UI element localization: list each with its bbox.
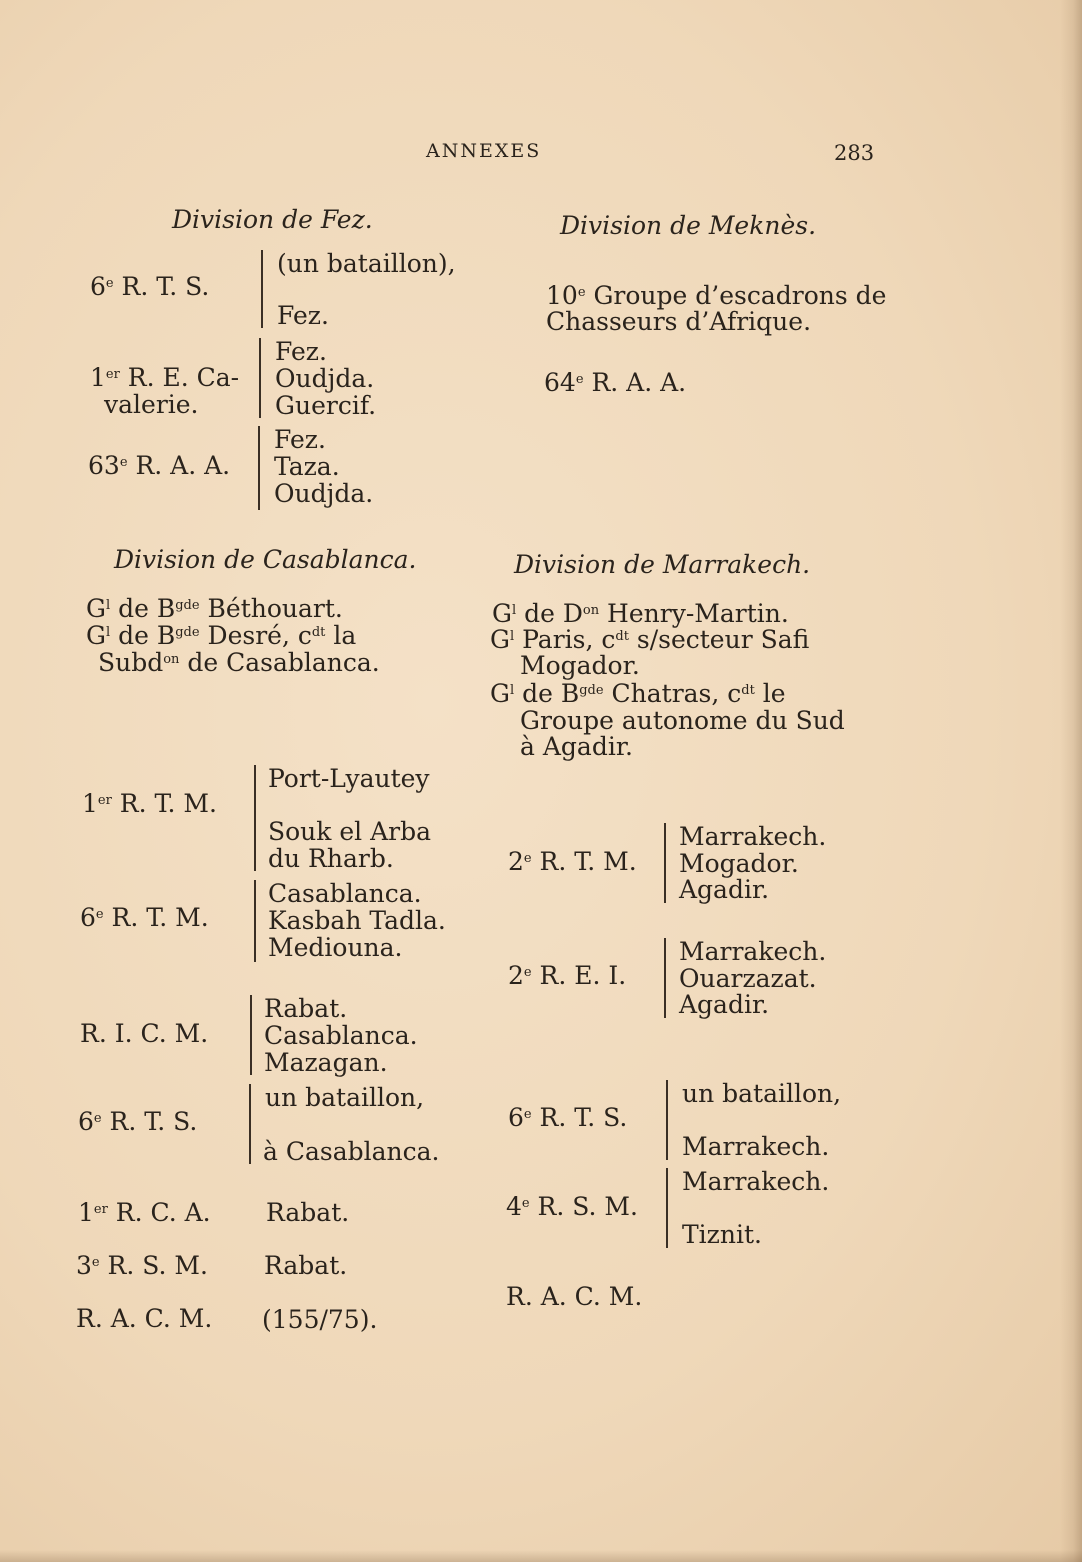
marrakech-unit-1-name: 2e R. T. M. bbox=[508, 847, 637, 876]
marrakech-commander-3-cont-1: Groupe autonome du Sud bbox=[520, 706, 845, 735]
casablanca-unit-4-loc-2: à Casablanca. bbox=[263, 1137, 440, 1166]
fez-heading: Division de Fez. bbox=[172, 205, 373, 234]
casablanca-unit-1-loc-1: Port-Lyautey bbox=[268, 764, 430, 793]
brace-line bbox=[666, 1080, 668, 1160]
marrakech-commander-3: $G^l$ de $B^{gde}$ Chatras, $c^{dt}$ le bbox=[490, 679, 786, 708]
fez-unit-3-loc-1: Fez. bbox=[274, 425, 326, 454]
marrakech-unit-4-loc-2: Tiznit. bbox=[682, 1220, 762, 1249]
fez-unit-1-name: 6e R. T. S. bbox=[90, 272, 210, 301]
fez-unit-3-name: 63e R. A. A. bbox=[88, 451, 231, 480]
meknes-unit-2: 64e R. A. A. bbox=[544, 368, 687, 397]
casablanca-commander-1: $G^l$ de $B^{gde}$ Béthouart. bbox=[86, 594, 343, 623]
fez-unit-2-name: 1er R. E. Ca- bbox=[90, 363, 240, 392]
fez-unit-1-loc-1: (un bataillon), bbox=[277, 249, 456, 278]
casablanca-unit-6-loc: Rabat. bbox=[264, 1251, 348, 1280]
marrakech-commander-3-cont-2: à Agadir. bbox=[520, 732, 633, 761]
casablanca-unit-2-name: 6e R. T. M. bbox=[80, 903, 209, 932]
fez-unit-3-loc-3: Oudjda. bbox=[274, 479, 374, 508]
casablanca-unit-6-name: 3e R. S. M. bbox=[76, 1251, 208, 1280]
casablanca-unit-7-name: R. A. C. M. bbox=[76, 1304, 213, 1333]
marrakech-unit-2-loc-3: Agadir. bbox=[679, 990, 770, 1019]
marrakech-unit-1-loc-2: Mogador. bbox=[679, 849, 799, 878]
casablanca-commander-2: $G^l$ de $B^{gde}$ Desré, $c^{dt}$ la bbox=[86, 621, 357, 650]
brace-line bbox=[259, 338, 261, 418]
fez-unit-2-loc-3: Guercif. bbox=[275, 391, 377, 420]
casablanca-heading: Division de Casablanca. bbox=[114, 545, 417, 574]
fez-unit-3-loc-2: Taza. bbox=[274, 452, 340, 481]
casablanca-unit-5-name: 1er R. C. A. bbox=[78, 1198, 211, 1227]
marrakech-unit-3-name: 6e R. T. S. bbox=[508, 1103, 628, 1132]
page-number: 283 bbox=[834, 141, 875, 165]
marrakech-commander-2: $G^l$ Paris, $c^{dt}$ s/secteur Safi bbox=[490, 625, 810, 654]
casablanca-unit-5-loc: Rabat. bbox=[266, 1198, 350, 1227]
marrakech-unit-2-name: 2e R. E. I. bbox=[508, 961, 627, 990]
casablanca-unit-1-name: 1er R. T. M. bbox=[82, 789, 217, 818]
marrakech-unit-1-loc-3: Agadir. bbox=[679, 875, 770, 904]
marrakech-unit-3-loc-1: un bataillon, bbox=[682, 1079, 842, 1108]
casablanca-unit-3-loc-1: Rabat. bbox=[264, 994, 348, 1023]
running-title: ANNEXES bbox=[426, 140, 542, 162]
casablanca-unit-2-loc-1: Casablanca. bbox=[268, 879, 422, 908]
marrakech-commander-1: $G^l$ de $D^{on}$ Henry-Martin. bbox=[492, 599, 789, 628]
casablanca-commander-2-cont: Subd$^{on}$ de Casablanca. bbox=[98, 648, 380, 677]
brace-line bbox=[664, 938, 666, 1018]
casablanca-unit-3-loc-2: Casablanca. bbox=[264, 1021, 418, 1050]
page-bottom-shadow bbox=[0, 1550, 1082, 1562]
marrakech-unit-1-loc-1: Marrakech. bbox=[679, 822, 827, 851]
casablanca-unit-4-loc-1: un bataillon, bbox=[265, 1083, 425, 1112]
fez-unit-1-loc-2: Fez. bbox=[277, 301, 329, 330]
brace-line bbox=[250, 995, 252, 1075]
page-edge-shadow bbox=[1060, 0, 1082, 1562]
marrakech-unit-2-loc-1: Marrakech. bbox=[679, 937, 827, 966]
fez-unit-2-name-cont: valerie. bbox=[104, 390, 199, 419]
marrakech-unit-4-name: 4e R. S. M. bbox=[506, 1192, 638, 1221]
marrakech-heading: Division de Marrakech. bbox=[514, 550, 811, 579]
brace-line bbox=[664, 823, 666, 903]
casablanca-unit-7-loc: (155/75). bbox=[262, 1305, 378, 1334]
brace-line bbox=[261, 250, 263, 328]
casablanca-unit-2-loc-3: Mediouna. bbox=[268, 933, 403, 962]
brace-line bbox=[254, 765, 256, 871]
casablanca-unit-4-name: 6e R. T. S. bbox=[78, 1107, 198, 1136]
marrakech-commander-2-cont: Mogador. bbox=[520, 651, 640, 680]
meknes-heading: Division de Meknès. bbox=[560, 211, 817, 240]
marrakech-unit-2-loc-2: Ouarzazat. bbox=[679, 964, 817, 993]
brace-line bbox=[254, 880, 256, 962]
brace-line bbox=[666, 1168, 668, 1248]
marrakech-unit-5-name: R. A. C. M. bbox=[506, 1282, 643, 1311]
casablanca-unit-1-loc-2: Souk el Arba bbox=[268, 817, 432, 846]
meknes-unit-1-line-1: 10e Groupe d’escadrons de bbox=[546, 281, 887, 310]
casablanca-unit-3-loc-3: Mazagan. bbox=[264, 1048, 388, 1077]
casablanca-unit-1-loc-3: du Rharb. bbox=[268, 844, 394, 873]
casablanca-unit-3-name: R. I. C. M. bbox=[80, 1019, 209, 1048]
marrakech-unit-4-loc-1: Marrakech. bbox=[682, 1167, 830, 1196]
casablanca-unit-2-loc-2: Kasbah Tadla. bbox=[268, 906, 446, 935]
brace-line bbox=[249, 1084, 251, 1164]
marrakech-unit-3-loc-2: Marrakech. bbox=[682, 1132, 830, 1161]
fez-unit-2-loc-2: Oudjda. bbox=[275, 364, 375, 393]
brace-line bbox=[258, 426, 260, 510]
meknes-unit-1-line-2: Chasseurs d’Afrique. bbox=[546, 307, 812, 336]
fez-unit-2-loc-1: Fez. bbox=[275, 337, 327, 366]
